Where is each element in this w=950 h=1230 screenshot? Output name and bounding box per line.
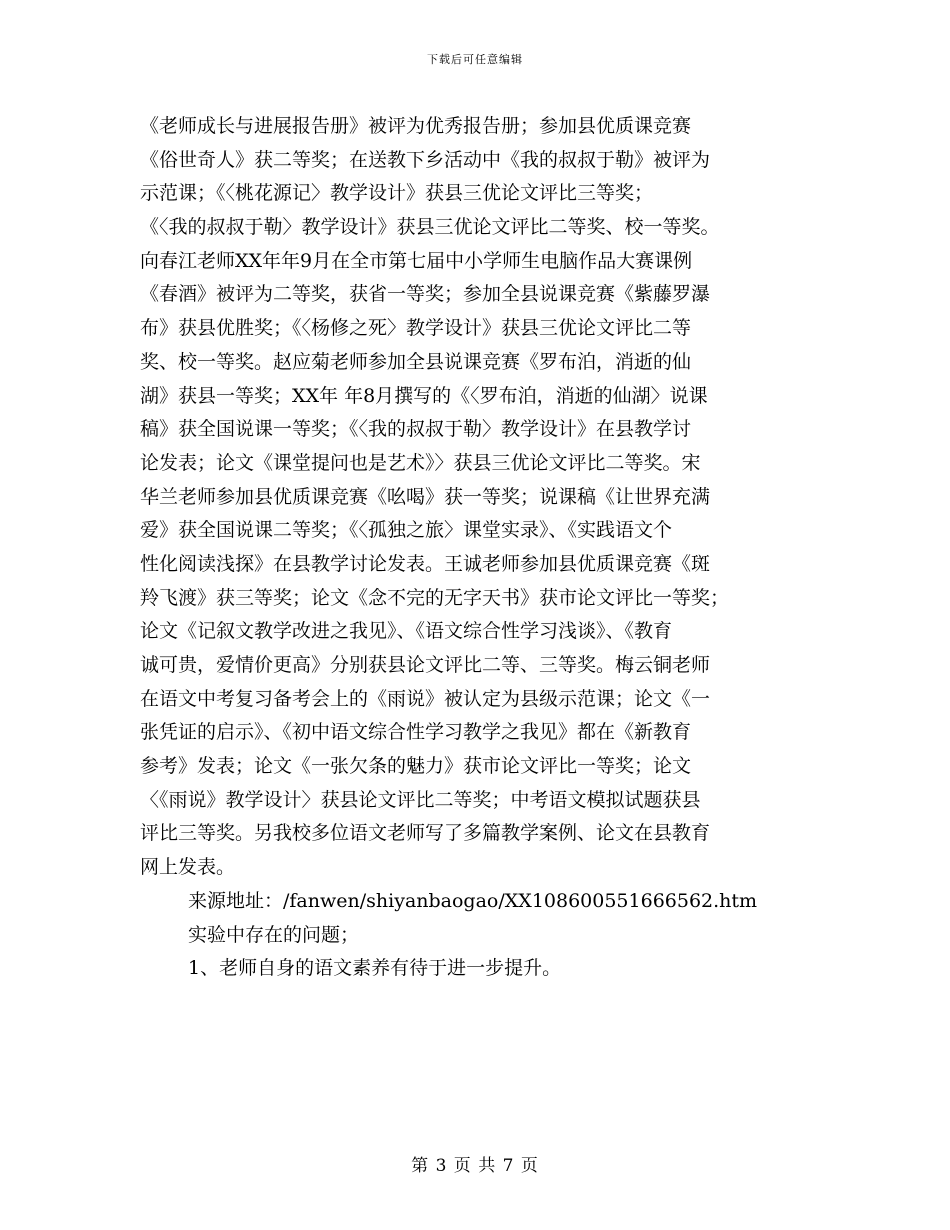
paragraph-line: 网上发表。 bbox=[140, 856, 236, 879]
paragraph-line: 张凭证的启示》、《初中语文综合性学习教学之我见》都在《新教育 bbox=[140, 721, 692, 744]
paragraph-line: 性化阅读浅探》在县教学讨论发表。王诚老师参加县优质课竞赛《斑 bbox=[140, 552, 711, 575]
problem-item: 1、老师自身的语文素养有待于进一步提升。 bbox=[188, 957, 562, 980]
paragraph-line: 《老师成长与进展报告册》被评为优秀报告册；参加县优质课竞赛 bbox=[140, 115, 692, 137]
paragraph-line: 稿》获全国说课一等奖；《〈我的叔叔于勒〉教学设计》在县教学讨 bbox=[140, 418, 692, 441]
paragraph-line: 《〈我的叔叔于勒〉教学设计》获县三优论文评比二等奖、校一等奖。 bbox=[140, 216, 720, 239]
paragraph-line: 湖》获县一等奖；XX年 年8月撰写的《〈罗布泊，消逝的仙湖〉说课 bbox=[140, 384, 708, 407]
paragraph-line: 羚飞渡》获三等奖；论文《念不完的无字天书》获市论文评比一等奖； bbox=[140, 586, 730, 609]
paragraph-line: 示范课；《〈桃花源记〉教学设计》获县三优论文评比三等奖； bbox=[140, 182, 654, 205]
paragraph-line: 向春江老师XX年年9月在全市第七届中小学师生电脑作品大赛课例 bbox=[140, 249, 693, 272]
problems-heading: 实验中存在的问题； bbox=[188, 923, 360, 946]
paragraph-line: 论发表；论文《课堂提问也是艺术》〉获县三优论文评比二等奖。宋 bbox=[140, 451, 701, 474]
document-body bbox=[140, 110, 820, 986]
paragraph-line: 〈《雨说》教学设计〉获县论文评比二等奖；中考语文模拟试题获县 bbox=[140, 788, 701, 811]
paragraph-line: 参考》发表；论文《一张欠条的魅力》获市论文评比一等奖；论文 bbox=[140, 755, 692, 778]
paragraph-line: 论文《记叙文教学改进之我见》、《语文综合性学习浅谈》、《教育 bbox=[140, 620, 673, 643]
paragraph-line: 在语文中考复习备考会上的《雨说》被认定为县级示范课；论文《一 bbox=[140, 687, 711, 710]
paragraph-line: 华兰老师参加县优质课竞赛《吆喝》获一等奖；说课稿《让世界充满 bbox=[140, 485, 711, 508]
paragraph-line: 奖、校一等奖。赵应菊老师参加全县说课竞赛《罗布泊，消逝的仙 bbox=[140, 350, 692, 373]
paragraph-line: 《春酒》被评为二等奖，获省一等奖；参加全县说课竞赛《紫藤罗瀑 bbox=[140, 283, 711, 306]
paragraph-line: 诚可贵，爱情价更高》分别获县论文评比二等、三等奖。梅云铜老师 bbox=[140, 654, 711, 676]
page-header: 下载后可任意编辑 bbox=[427, 53, 523, 66]
paragraph-line: 评比三等奖。另我校多位语文老师写了多篇教学案例、论文在县教育 bbox=[140, 822, 711, 845]
source-line: 来源地址：/fanwen/shiyanbaogao/XX108600551666562.htm bbox=[188, 889, 758, 912]
paragraph-line: 《俗世奇人》获二等奖；在送教下乡活动中《我的叔叔于勒》被评为 bbox=[140, 148, 711, 171]
paragraph-line: 爱》获全国说课二等奖；《〈孤独之旅〉课堂实录》、《实践语文个 bbox=[140, 519, 673, 542]
paragraph-line: 布》获县优胜奖；《〈杨修之死〉教学设计》获县三优论文评比二等 bbox=[140, 317, 692, 340]
page-footer: 第 3 页 共 7 页 bbox=[411, 1156, 539, 1176]
